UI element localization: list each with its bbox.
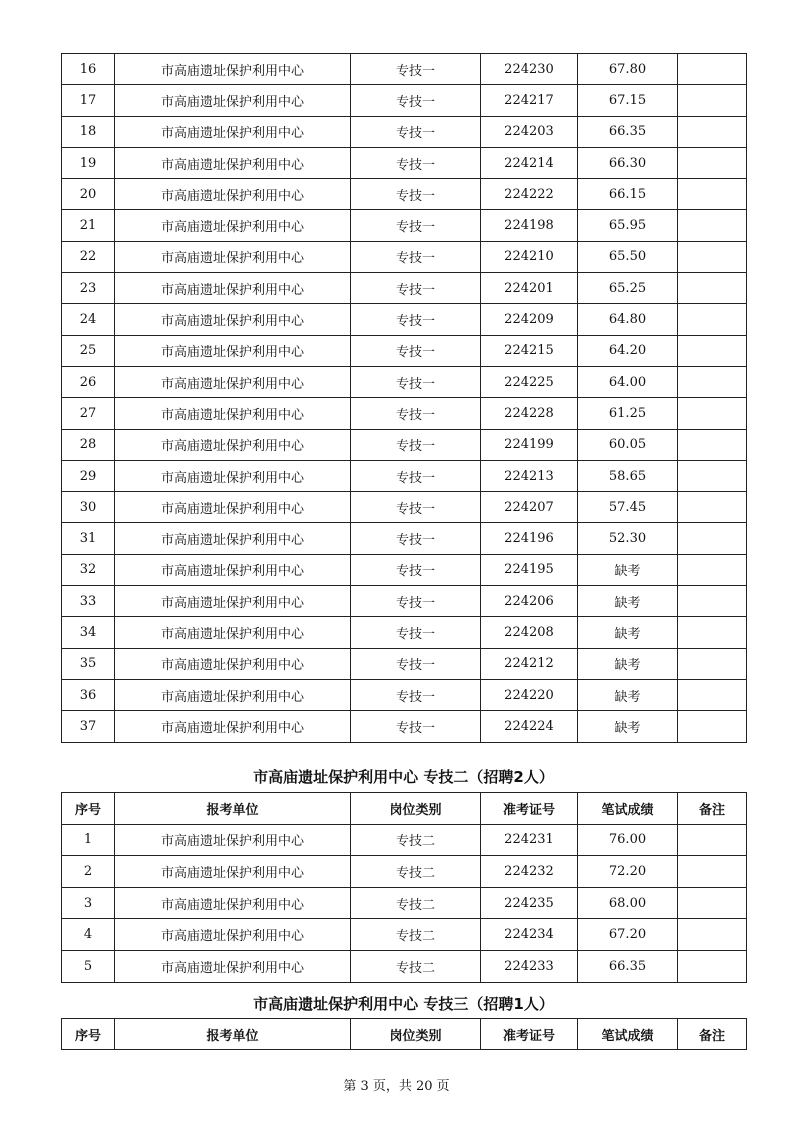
cell-position-type: 专技一 <box>351 147 481 178</box>
cell-exam-id: 224201 <box>481 273 578 304</box>
cell-row-number: 27 <box>62 398 115 429</box>
table-row <box>62 711 747 742</box>
cell-remark <box>678 116 747 147</box>
cell-unit: 市高庙遗址保护利用中心 <box>115 116 351 147</box>
cell-remark <box>678 492 747 523</box>
cell-exam-id: 224222 <box>481 179 578 210</box>
cell-position-type: 专技一 <box>351 210 481 241</box>
cell-unit: 市高庙遗址保护利用中心 <box>115 679 351 710</box>
cell-unit: 市高庙遗址保护利用中心 <box>115 950 351 982</box>
cell-unit: 市高庙遗址保护利用中心 <box>115 460 351 491</box>
cell-row-number: 2 <box>62 856 115 888</box>
cell-remark <box>678 273 747 304</box>
table-row <box>62 824 747 856</box>
cell-exam-id: 224233 <box>481 950 578 982</box>
cell-remark <box>678 887 747 919</box>
cell-exam-id: 224213 <box>481 460 578 491</box>
cell-position-type: 专技一 <box>351 617 481 648</box>
cell-exam-id: 224212 <box>481 648 578 679</box>
cell-score: 缺考 <box>578 711 678 742</box>
table-row <box>62 648 747 679</box>
cell-position-type: 专技一 <box>351 304 481 335</box>
table-row <box>62 856 747 888</box>
cell-position-type: 专技一 <box>351 711 481 742</box>
table-row <box>62 210 747 241</box>
cell-row-number: 32 <box>62 554 115 585</box>
cell-unit: 市高庙遗址保护利用中心 <box>115 335 351 366</box>
cell-score: 58.65 <box>578 460 678 491</box>
cell-score: 64.20 <box>578 335 678 366</box>
cell-remark <box>678 304 747 335</box>
cell-exam-id: 224207 <box>481 492 578 523</box>
cell-remark <box>678 824 747 856</box>
cell-unit: 市高庙遗址保护利用中心 <box>115 648 351 679</box>
cell-unit: 市高庙遗址保护利用中心 <box>115 273 351 304</box>
cell-exam-id: 224198 <box>481 210 578 241</box>
cell-unit: 市高庙遗址保护利用中心 <box>115 366 351 397</box>
cell-exam-id: 224217 <box>481 85 578 116</box>
cell-remark <box>678 617 747 648</box>
cell-position-type: 专技一 <box>351 54 481 85</box>
cell-position-type: 专技一 <box>351 679 481 710</box>
cell-position-type: 专技一 <box>351 335 481 366</box>
cell-score: 68.00 <box>578 887 678 919</box>
cell-score: 64.80 <box>578 304 678 335</box>
cell-position-type: 专技一 <box>351 179 481 210</box>
cell-exam-id: 224230 <box>481 54 578 85</box>
cell-exam-id: 224195 <box>481 554 578 585</box>
cell-remark <box>678 586 747 617</box>
results-table-zhuanji-1 <box>61 53 747 743</box>
cell-remark <box>678 335 747 366</box>
section-title-zhuanji-2: 市高庙遗址保护利用中心 专技二（招聘2人） <box>253 768 554 786</box>
cell-exam-id: 224232 <box>481 856 578 888</box>
cell-row-number: 22 <box>62 241 115 272</box>
cell-remark <box>678 460 747 491</box>
cell-score: 67.15 <box>578 85 678 116</box>
cell-exam-id: 224234 <box>481 919 578 951</box>
column-header-remark: 备注 <box>678 1019 747 1050</box>
table-row <box>62 586 747 617</box>
cell-unit: 市高庙遗址保护利用中心 <box>115 554 351 585</box>
cell-position-type: 专技二 <box>351 856 481 888</box>
cell-unit: 市高庙遗址保护利用中心 <box>115 856 351 888</box>
cell-score: 67.80 <box>578 54 678 85</box>
table-row <box>62 617 747 648</box>
cell-row-number: 33 <box>62 586 115 617</box>
cell-position-type: 专技一 <box>351 523 481 554</box>
cell-position-type: 专技一 <box>351 554 481 585</box>
cell-exam-id: 224208 <box>481 617 578 648</box>
cell-score: 72.20 <box>578 856 678 888</box>
table-row <box>62 950 747 982</box>
cell-row-number: 23 <box>62 273 115 304</box>
column-header-unit: 报考单位 <box>115 793 351 825</box>
cell-unit: 市高庙遗址保护利用中心 <box>115 304 351 335</box>
table-row <box>62 366 747 397</box>
results-table-body <box>62 824 747 982</box>
cell-row-number: 20 <box>62 179 115 210</box>
cell-exam-id: 224209 <box>481 304 578 335</box>
table-row <box>62 523 747 554</box>
cell-row-number: 36 <box>62 679 115 710</box>
cell-row-number: 4 <box>62 919 115 951</box>
cell-unit: 市高庙遗址保护利用中心 <box>115 210 351 241</box>
cell-remark <box>678 856 747 888</box>
cell-unit: 市高庙遗址保护利用中心 <box>115 147 351 178</box>
cell-unit: 市高庙遗址保护利用中心 <box>115 617 351 648</box>
cell-exam-id: 224225 <box>481 366 578 397</box>
cell-remark <box>678 523 747 554</box>
cell-remark <box>678 711 747 742</box>
cell-exam-id: 224203 <box>481 116 578 147</box>
table-row <box>62 919 747 951</box>
cell-row-number: 17 <box>62 85 115 116</box>
cell-row-number: 24 <box>62 304 115 335</box>
cell-position-type: 专技一 <box>351 398 481 429</box>
table-row <box>62 887 747 919</box>
cell-row-number: 29 <box>62 460 115 491</box>
table-row <box>62 85 747 116</box>
column-header-score: 笔试成绩 <box>578 1019 678 1050</box>
cell-exam-id: 224199 <box>481 429 578 460</box>
table-row <box>62 429 747 460</box>
cell-position-type: 专技二 <box>351 950 481 982</box>
cell-exam-id: 224228 <box>481 398 578 429</box>
cell-row-number: 1 <box>62 824 115 856</box>
column-header-remark: 备注 <box>678 793 747 825</box>
cell-row-number: 5 <box>62 950 115 982</box>
cell-unit: 市高庙遗址保护利用中心 <box>115 54 351 85</box>
cell-position-type: 专技二 <box>351 824 481 856</box>
cell-unit: 市高庙遗址保护利用中心 <box>115 429 351 460</box>
results-table-body <box>62 54 747 743</box>
cell-score: 66.35 <box>578 950 678 982</box>
cell-score: 65.95 <box>578 210 678 241</box>
table-row <box>62 554 747 585</box>
cell-row-number: 34 <box>62 617 115 648</box>
cell-remark <box>678 648 747 679</box>
table-row <box>62 398 747 429</box>
cell-position-type: 专技一 <box>351 648 481 679</box>
cell-row-number: 3 <box>62 887 115 919</box>
page-footer: 第 3 页，共 20 页 <box>343 1079 450 1094</box>
cell-exam-id: 224214 <box>481 147 578 178</box>
column-header-score: 笔试成绩 <box>578 793 678 825</box>
cell-score: 64.00 <box>578 366 678 397</box>
cell-remark <box>678 366 747 397</box>
results-table-zhuanji-2 <box>61 792 747 983</box>
table-row <box>62 304 747 335</box>
cell-unit: 市高庙遗址保护利用中心 <box>115 824 351 856</box>
cell-row-number: 16 <box>62 54 115 85</box>
table-row <box>62 492 747 523</box>
cell-row-number: 26 <box>62 366 115 397</box>
cell-remark <box>678 54 747 85</box>
cell-position-type: 专技一 <box>351 241 481 272</box>
cell-score: 57.45 <box>578 492 678 523</box>
cell-unit: 市高庙遗址保护利用中心 <box>115 241 351 272</box>
cell-score: 缺考 <box>578 586 678 617</box>
cell-score: 66.30 <box>578 147 678 178</box>
table-row <box>62 116 747 147</box>
cell-remark <box>678 210 747 241</box>
cell-row-number: 28 <box>62 429 115 460</box>
cell-position-type: 专技二 <box>351 887 481 919</box>
table-row <box>62 273 747 304</box>
column-header-row-number: 序号 <box>62 1019 115 1050</box>
cell-unit: 市高庙遗址保护利用中心 <box>115 179 351 210</box>
cell-score: 65.25 <box>578 273 678 304</box>
cell-unit: 市高庙遗址保护利用中心 <box>115 398 351 429</box>
cell-score: 52.30 <box>578 523 678 554</box>
cell-exam-id: 224220 <box>481 679 578 710</box>
cell-row-number: 19 <box>62 147 115 178</box>
cell-score: 67.20 <box>578 919 678 951</box>
table-header-row <box>62 793 747 825</box>
cell-unit: 市高庙遗址保护利用中心 <box>115 887 351 919</box>
cell-remark <box>678 950 747 982</box>
cell-score: 60.05 <box>578 429 678 460</box>
cell-exam-id: 224235 <box>481 887 578 919</box>
cell-score: 66.15 <box>578 179 678 210</box>
cell-row-number: 21 <box>62 210 115 241</box>
cell-position-type: 专技一 <box>351 492 481 523</box>
cell-remark <box>678 85 747 116</box>
table-header-row <box>62 1019 747 1050</box>
cell-unit: 市高庙遗址保护利用中心 <box>115 711 351 742</box>
cell-remark <box>678 179 747 210</box>
column-header-position-type: 岗位类别 <box>351 793 481 825</box>
cell-exam-id: 224196 <box>481 523 578 554</box>
cell-exam-id: 224224 <box>481 711 578 742</box>
cell-exam-id: 224206 <box>481 586 578 617</box>
table-row <box>62 460 747 491</box>
column-header-exam-id: 准考证号 <box>481 1019 578 1050</box>
cell-remark <box>678 398 747 429</box>
cell-score: 76.00 <box>578 824 678 856</box>
cell-remark <box>678 429 747 460</box>
table-row <box>62 147 747 178</box>
cell-score: 65.50 <box>578 241 678 272</box>
cell-row-number: 18 <box>62 116 115 147</box>
cell-exam-id: 224210 <box>481 241 578 272</box>
cell-position-type: 专技一 <box>351 116 481 147</box>
cell-position-type: 专技一 <box>351 366 481 397</box>
table-row <box>62 241 747 272</box>
cell-row-number: 31 <box>62 523 115 554</box>
cell-score: 缺考 <box>578 554 678 585</box>
cell-score: 缺考 <box>578 648 678 679</box>
cell-position-type: 专技一 <box>351 273 481 304</box>
cell-unit: 市高庙遗址保护利用中心 <box>115 919 351 951</box>
column-header-position-type: 岗位类别 <box>351 1019 481 1050</box>
cell-remark <box>678 919 747 951</box>
table-row <box>62 335 747 366</box>
cell-remark <box>678 554 747 585</box>
cell-exam-id: 224231 <box>481 824 578 856</box>
table-row <box>62 179 747 210</box>
cell-row-number: 25 <box>62 335 115 366</box>
cell-row-number: 35 <box>62 648 115 679</box>
cell-exam-id: 224215 <box>481 335 578 366</box>
cell-position-type: 专技一 <box>351 429 481 460</box>
table-row <box>62 679 747 710</box>
cell-unit: 市高庙遗址保护利用中心 <box>115 586 351 617</box>
cell-row-number: 37 <box>62 711 115 742</box>
cell-remark <box>678 147 747 178</box>
cell-score: 66.35 <box>578 116 678 147</box>
cell-unit: 市高庙遗址保护利用中心 <box>115 85 351 116</box>
section-title-zhuanji-3: 市高庙遗址保护利用中心 专技三（招聘1人） <box>253 995 554 1013</box>
column-header-unit: 报考单位 <box>115 1019 351 1050</box>
cell-position-type: 专技二 <box>351 919 481 951</box>
cell-score: 缺考 <box>578 617 678 648</box>
column-header-exam-id: 准考证号 <box>481 793 578 825</box>
cell-remark <box>678 679 747 710</box>
cell-remark <box>678 241 747 272</box>
cell-unit: 市高庙遗址保护利用中心 <box>115 523 351 554</box>
cell-score: 缺考 <box>578 679 678 710</box>
cell-score: 61.25 <box>578 398 678 429</box>
cell-position-type: 专技一 <box>351 85 481 116</box>
cell-position-type: 专技一 <box>351 586 481 617</box>
table-row <box>62 54 747 85</box>
column-header-row-number: 序号 <box>62 793 115 825</box>
cell-position-type: 专技一 <box>351 460 481 491</box>
results-table-zhuanji-3 <box>61 1018 747 1050</box>
cell-unit: 市高庙遗址保护利用中心 <box>115 492 351 523</box>
cell-row-number: 30 <box>62 492 115 523</box>
